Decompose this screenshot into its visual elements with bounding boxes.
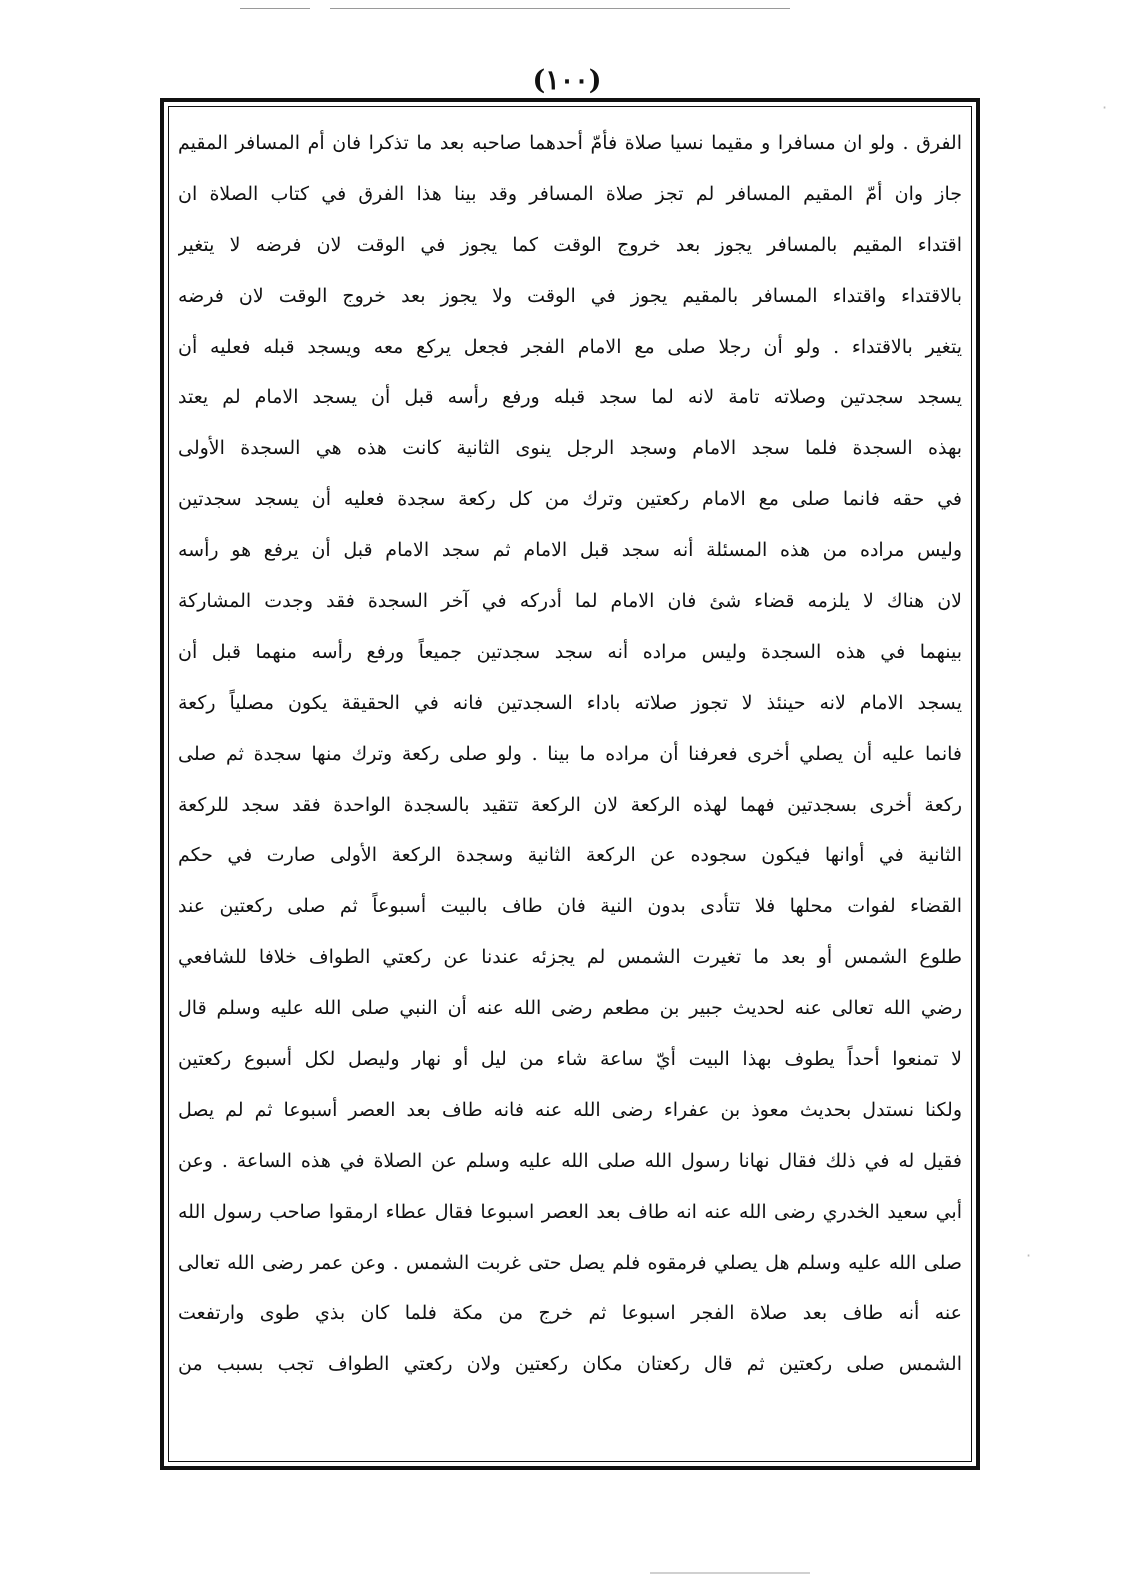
text-line: رضي الله تعالى عنه لحديث جبير بن مطعم رضى الله عنه أن النبي صلى الله عليه وسلم قال bbox=[178, 997, 962, 1020]
text-line: القضاء لفوات محلها فلا تتأدى بدون النية فان طاف بالبيت أسبوعاً ثم صلى ركعتين عند bbox=[178, 895, 962, 918]
text-line: طلوع الشمس أو بعد ما تغيرت الشمس لم يجزئه عندنا عن ركعتي الطواف خلافا للشافعي bbox=[178, 946, 962, 969]
body-text bbox=[178, 118, 962, 1448]
text-line: الثانية في أوانها فيكون سجوده عن الركعة الثانية وسجدة الركعة الأولى صارت في حكم bbox=[178, 844, 962, 867]
text-line: وليس مراده من هذه المسئلة أنه سجد قبل الامام ثم سجد الامام قبل أن يرفع هو رأسه bbox=[178, 539, 962, 562]
text-line: فانما عليه أن يصلي أخرى فعرفنا أن مراده ما بينا . ولو صلى ركعة وترك منها سجدة ثم صلى bbox=[178, 742, 962, 765]
text-line: عنه أنه طاف بعد صلاة الفجر اسبوعا ثم خرج من مكة فلما كان بذي طوى وارتفعت bbox=[178, 1302, 962, 1325]
text-line: يتغير بالاقتداء . ولو أن رجلا صلى مع الامام الفجر فجعل يركع معه ويسجد قبله فعليه أن bbox=[178, 335, 962, 358]
page-number: (١٠٠) bbox=[532, 65, 602, 96]
text-line: لا تمنعوا أحداً يطوف بهذا البيت أيّ ساعة شاء من ليل أو نهار وليصل لكل أسبوع ركعتين bbox=[178, 1048, 962, 1071]
text-line: ركعة أخرى بسجدتين فهما لهذه الركعة لان الركعة تتقيد بالسجدة الواحدة فقد سجد للركعة bbox=[178, 793, 962, 816]
text-line: ولكنا نستدل بحديث معوذ بن عفراء رضى الله عنه فانه طاف بعد العصر أسبوعا ثم لم يصل bbox=[178, 1098, 962, 1121]
top-scan-rule bbox=[330, 8, 790, 9]
text-line: لان هناك لا يلزمه قضاء شئ فان الامام لما أدركه في آخر السجدة فقد وجدت المشاركة bbox=[178, 590, 962, 613]
text-line: جاز وان أمّ المقيم المسافر لم تجز صلاة المسافر وقد بينا هذا الفرق في كتاب الصلاة ان bbox=[178, 182, 962, 205]
text-line: فقيل له في ذلك فقال نهانا رسول الله صلى الله عليه وسلم عن الصلاة في هذه الساعة . وعن bbox=[178, 1149, 962, 1172]
text-line: بالاقتداء واقتداء المسافر بالمقيم يجوز في الوقت ولا يجوز بعد خروج الوقت لان فرضه bbox=[178, 284, 962, 307]
text-line: الفرق . ولو ان مسافرا و مقيما نسيا صلاة فأمّ أحدهما صاحبه بعد ما تذكرا فان أم المسافر المقيم bbox=[178, 132, 962, 154]
bottom-scan-smudge bbox=[650, 1572, 810, 1574]
margin-speck: · bbox=[1102, 98, 1108, 117]
text-line: يسجد الامام لانه حينئذ لا تجوز صلاته باداء السجدتين فانه في الحقيقة يكون مصلياً ركعة bbox=[178, 691, 962, 714]
margin-speck: · bbox=[1026, 1246, 1032, 1265]
text-line: يسجد سجدتين وصلاته تامة لانه لما سجد قبله ورفع رأسه قبل أن يسجد الامام لم يعتد bbox=[178, 386, 962, 409]
text-line: صلى الله عليه وسلم هل يصلي فرمقوه فلم يصل حتى غربت الشمس . وعن عمر رضى الله تعالى bbox=[178, 1251, 962, 1274]
text-line: في حقه فانما صلى مع الامام ركعتين وترك من كل ركعة سجدة فعليه أن يسجد سجدتين bbox=[178, 488, 962, 511]
text-line: بهذه السجدة فلما سجد الامام وسجد الرجل ينوى الثانية كانت هذه هي السجدة الأولى bbox=[178, 437, 962, 460]
text-line: بينهما في هذه السجدة وليس مراده أنه سجد سجدتين جميعاً ورفع رأسه منهما قبل أن bbox=[178, 640, 962, 663]
text-line: اقتداء المقيم بالمسافر يجوز بعد خروج الوقت كما يجوز في الوقت لان فرضه لا يتغير bbox=[178, 233, 962, 256]
top-scan-rule bbox=[240, 8, 310, 9]
text-line: الشمس صلى ركعتين ثم قال ركعتان مكان ركعتين ولان ركعتي الطواف تجب بسبب من bbox=[178, 1353, 962, 1376]
text-line: أبي سعيد الخدري رضى الله عنه انه طاف بعد العصر اسبوعا فقال عطاء ارمقوا صاحب رسول الله bbox=[178, 1200, 962, 1223]
